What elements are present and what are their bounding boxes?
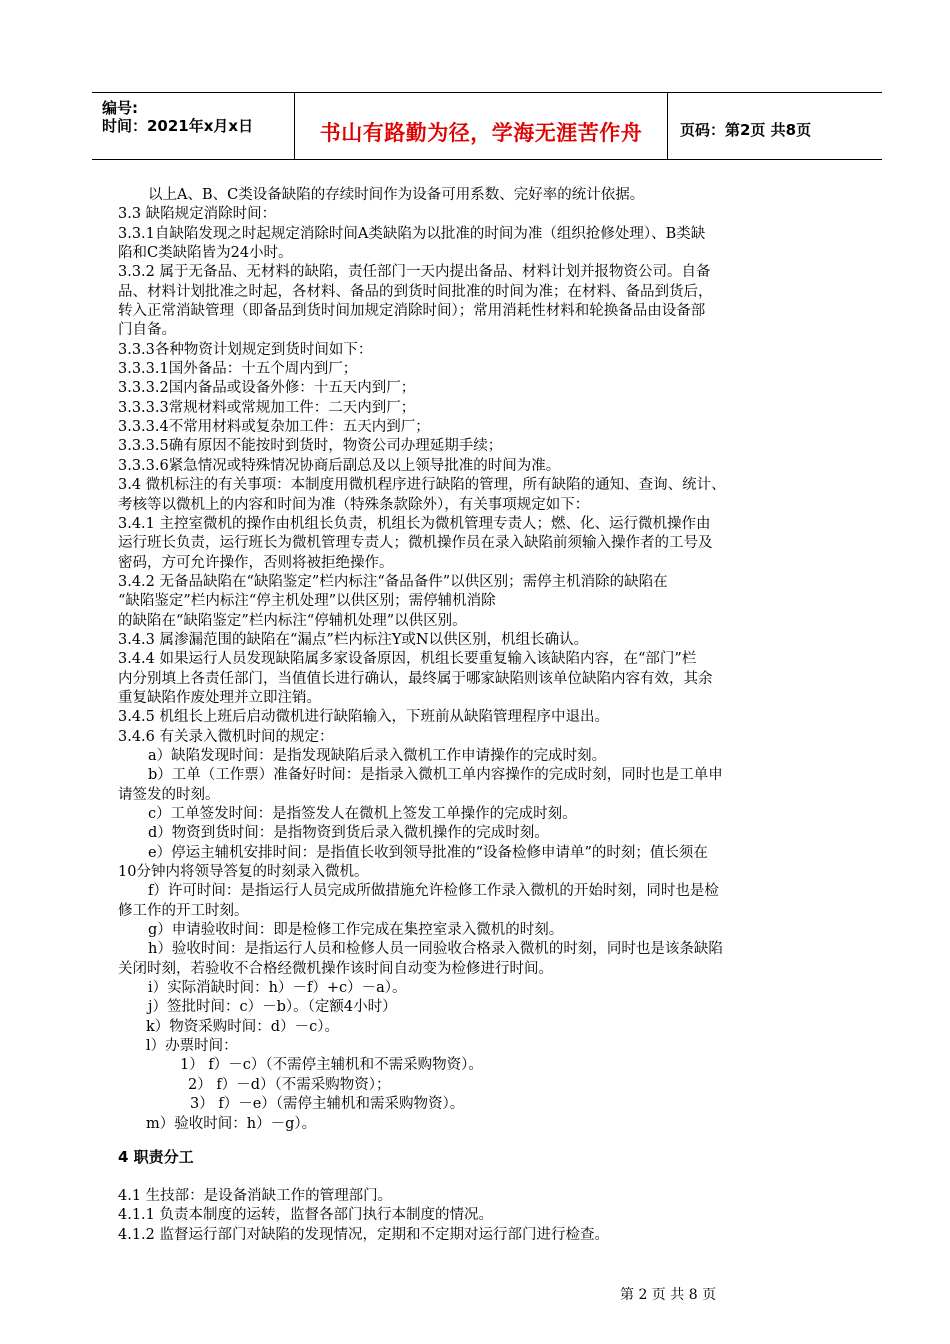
text-line: 密码，方可允许操作，否则将被拒绝操作。 [118,554,394,571]
text-line: 3.3.3各种物资计划规定到货时间如下： [118,341,373,358]
text-line: 4.1 生技部：是设备消缺工作的管理部门。 [118,1188,393,1204]
list-item: a）缺陷发现时间：是指发现缺陷后录入微机工作申请操作的完成时刻。 [148,747,607,764]
list-item: m）验收时间：h）－g）。 [146,1115,317,1132]
list-item: f）许可时间：是指运行人员完成所做措施允许检修工作录入微机的开始时刻，同时也是检 [148,883,719,900]
text-line: 3.3.3.1国外备品：十五个周内到厂； [118,361,358,378]
text-line: 3.4.6 有关录入微机时间的规定： [118,728,334,745]
page-header [92,92,882,160]
text-line: 3.4.4 如果运行人员发现缺陷属多家设备原因，机组长要重复输入该缺陷内容，在“部门”栏 [118,651,697,668]
list-item: g）申请验收时间：即是检修工作完成在集控室录入微机的时刻。 [148,922,564,939]
header-motto: 书山有路勤为径，学海无涯苦作舟 [319,121,643,145]
list-item: d）物资到货时间：是指物资到货后录入微机操作的完成时刻。 [148,825,549,842]
text-line: 3.3.1自缺陷发现之时起规定消除时间A类缺陷为以批准的时间为准（组织抢修处理）、B类缺 [118,225,706,242]
text-line: 3.4 微机标注的有关事项：本制度用微机程序进行缺陷的管理，所有缺陷的通知、查询、统计、 [118,477,726,494]
text-line: 3.4.5 机组长上班后启动微机进行缺陷输入，下班前从缺陷管理程序中退出。 [118,709,610,726]
text-line: 10分钟内将领导答复的时刻录入微机。 [118,864,369,881]
text-line: 陷和C类缺陷皆为24小时。 [118,245,293,262]
text-line: 考核等以微机上的内容和时间为准（特殊条款除外），有关事项规定如下： [118,496,590,513]
list-item: i）实际消缺时间：h）－f）+c）－a）。 [148,980,407,997]
list-item: c）工单签发时间：是指签发人在微机上签发工单操作的完成时刻。 [148,806,577,822]
text-line: 4.1.2 监督运行部门对缺陷的发现情况，定期和不定期对运行部门进行检查。 [118,1226,610,1243]
text-line: 3.3.2 属于无备品、无材料的缺陷，责任部门一天内提出备品、材料计划并报物资公司。自备 [118,264,711,281]
document-body [118,186,858,1134]
text-line: 3.3.3.2国内备品或设备外修：十五天内到厂； [118,380,416,397]
list-item: j）签批时间：c）－b）。（定额4小时） [148,999,397,1016]
text-line: 3.4.2 无备品缺陷在“缺陷鉴定”栏内标注“备品备件”以供区别；需停主机消除的缺陷在 [118,573,668,590]
header-page-cell [668,93,882,159]
text-line: 3.3.3.4不常用材料或复杂加工件：五天内到厂； [118,419,430,436]
header-meta-cell [92,93,294,159]
text-line: 4.1.1 负责本制度的运转，监督各部门执行本制度的情况。 [118,1207,494,1224]
text-line: 以上A、B、C类设备缺陷的存续时间作为设备可用系数、完好率的统计依据。 [148,187,645,203]
header-page-info: 页码：第2页 共8页 [680,121,812,139]
list-item: 1） f）－c）（不需停主辅机和不需采购物资）。 [180,1057,483,1074]
text-line: 转入正常消缺管理（即备品到货时间加规定消除时间）；常用消耗性材料和轮换备品由设备部 [118,303,706,320]
text-line: 内分别填上各责任部门，当值值长进行确认，最终属于哪家缺陷则该单位缺陷内容有效，其余 [118,670,713,687]
document-time-label: 时间：2021年x月x日 [102,117,254,135]
text-line: 修工作的开工时刻。 [118,902,249,919]
list-item: b）工单（工作票）准备好时间：是指录入微机工单内容操作的完成时刻，同时也是工单申 [148,767,723,784]
text-line: 运行班长负责，运行班长为微机管理专责人；微机操作员在录入缺陷前须输入操作者的工号及 [118,535,713,552]
text-line: 3.4.1 主控室微机的操作由机组长负责，机组长为微机管理专责人；燃、化、运行微机操作由 [118,515,711,532]
section-4-body [118,1187,858,1245]
document-number-label: 编号: [102,99,138,117]
list-item: h）验收时间：是指运行人员和检修人员一同验收合格录入微机的时刻，同时也是该条缺陷 [148,941,723,958]
text-line: 3.3.3.5确有原因不能按时到货时，物资公司办理延期手续； [118,438,503,455]
list-item: e）停运主辅机安排时间：是指值长收到领导批准的“设备检修申请单”的时刻；值长须在 [148,844,708,861]
list-item: l）办票时间： [146,1038,238,1055]
text-line: 关闭时刻，若验收不合格经微机操作该时间自动变为检修进行时间。 [118,960,553,977]
text-line: 的缺陷在“缺陷鉴定”栏内标注“停辅机处理”以供区别。 [118,612,467,629]
text-line: 重复缺陷作废处理并立即注销。 [118,689,321,706]
text-line: 品、材料计划批准之时起，各材料、备品的到货时间批准的时间为准；在材料、备品到货后， [118,283,713,300]
text-line: 请签发的时刻。 [118,786,220,803]
text-line: 门自备。 [118,322,176,339]
list-item: 2） f）－d）（不需采购物资）； [188,1076,391,1093]
list-item: k）物资采购时间：d）－c）。 [146,1018,339,1035]
text-line: 3.3.3.6紧急情况或特殊情况协商后副总及以上领导批准的时间为准。 [118,457,561,474]
list-item: 3） f）－e）（需停主辅机和需采购物资）。 [190,1096,465,1113]
page-footer: 第 2 页 共 8 页 [620,1287,717,1303]
text-line: “缺陷鉴定”栏内标注“停主机处理”以供区别；需停辅机消除 [118,593,496,610]
header-motto-cell [294,93,668,159]
section-4-heading: 4 职责分工 [118,1148,194,1166]
section-heading: 3.3 缺陷规定消除时间： [118,206,277,223]
text-line: 3.4.3 属渗漏范围的缺陷在“漏点”栏内标注Y或N以供区别，机组长确认。 [118,631,589,648]
text-line: 3.3.3.3常规材料或常规加工件：二天内到厂； [118,399,416,416]
